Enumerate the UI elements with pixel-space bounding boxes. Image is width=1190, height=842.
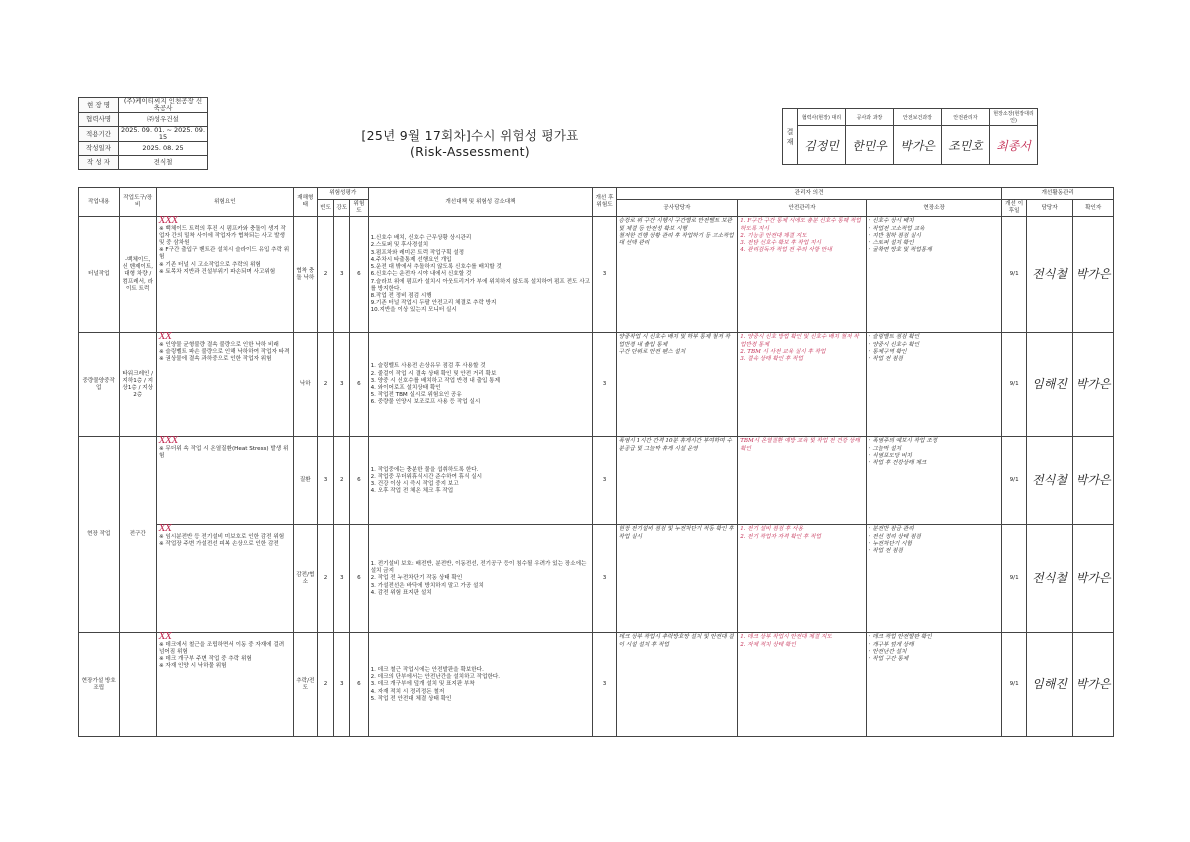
cell-site: · 폭염주의 예보시 작업 조정 · 그늘막 설치 · 식염포도당 비치 · 작업 후 건강상태 체크 — [866, 437, 1002, 525]
col-safety: 안전관리자 — [738, 200, 867, 217]
info-row — [79, 127, 208, 142]
cell-need: 3 — [593, 217, 616, 333]
cell-grade: 6 — [350, 217, 368, 333]
table-row — [79, 525, 1114, 633]
table-row — [79, 437, 1114, 525]
cell-type: 추락/전도 — [293, 633, 317, 737]
col-need: 개선 후 위험도 — [593, 188, 616, 217]
col-freq: 빈도 — [317, 200, 333, 217]
cell-site: · 신호수 상시 배치 · 작업전 고소작업 교육 · 지반 침하 점검 실시 · 스토퍼 설치 확인 · 굴착면 방호 및 작업통제 — [866, 217, 1002, 333]
table-row — [79, 217, 1114, 333]
approval-signature: 김정민 — [798, 126, 846, 165]
factor-text: ※ 인양물 균형불량 결속 불량으로 인한 낙하 비래 ※ 슬링벨트 파손 불량으로 인해 낙하하여 작업자 타격 ※ 권상물에 결속 과하중으로 인한 작업자 위험 — [158, 341, 290, 363]
factor-text: ※ 무더위 속 작업 시 온열질환(Heat Stress) 발생 위험 — [158, 445, 289, 459]
cell-supervisor: 데크 상부 작업시 추락방호망 설치 및 안전대 걸이 시설 설치 후 작업 — [616, 633, 738, 737]
cell-type: 낙하 — [293, 333, 317, 437]
approval-signature: 박가은 — [894, 126, 942, 165]
factor-text: ※ 데크에서 철근을 조립하면서 이동 중 자재에 걸려 넘어짐 위험 ※ 데크 개구부 주변 작업 중 추락 위험 ※ 자재 인양 시 낙하물 위험 — [158, 641, 285, 670]
col-work: 작업내용 — [79, 188, 120, 217]
approval-label: 결 재 — [783, 109, 798, 165]
title-main: [25년 9월 17회차]수시 위험성 평가표 — [361, 128, 579, 143]
cell-confirm: 박가은 — [1073, 525, 1114, 633]
col-tool: 작업도구/장비 — [119, 188, 156, 217]
col-site: 현장소장 — [866, 200, 1002, 217]
cell-confirm: 박가은 — [1073, 437, 1114, 525]
cell-safety: 1. 양중시 신호 방법 확인 및 신호수 배치 철저 작업반경 통제 2. TBM 시 사전 교육 실시 후 작업 3. 결속 상태 확인 후 작업 — [738, 333, 867, 437]
col-factor: 위험요인 — [156, 188, 293, 217]
cell-measures: 1. 슬링벨트 사용전 손상유무 점검 후 사용할 것 2. 줄걸이 작업 시 결속 상태 확인 및 안전 거리 확보 3. 양중 시 신호수를 배치하고 작업 반경 내 출입 통제 4. 와이어로프 설치상태 확인 5. 작업전 TBM 실시로 위험요인 공유 6. 중량물 인양시 보조로프 사용 등 작업 실시 — [368, 333, 593, 437]
cell-freq: 3 — [317, 437, 333, 525]
project-info-table — [78, 97, 208, 170]
cell-safety: TBM시 온열질환 예방 교육 및 작업 전 건강 상태 확인 — [738, 437, 867, 525]
factor-text: ※ 백체이드 트럭의 후진 시 펌프카와 충돌이 생겨 작업자 간의 밀착 사이에 작업자가 협착되는 사고 발생 및 중 삼차원 ※ F구간 출입구 벤트관 설치시 슬라이드 유입 추락 위험 ※ 기존 터널 시 고소작업으로 추락의 위험 ※ 토목차 지반과 건설부위기 파손되며 사고위험 — [158, 225, 290, 275]
cell-factor — [156, 525, 293, 633]
risk-mark: XXX — [158, 216, 179, 227]
cell-safety: 1. F구간 구간 통제 시에도 충분 신호수 통해 작업하도록 지시 2. 기능공 안전대 체결 지도 3. 전담 신호수 확보 후 작업 지시 4. 관리감독자 작업 전 주의 사항 안내 — [738, 217, 867, 333]
col-measures: 개선대책 및 위험성 감소대책 — [368, 188, 593, 217]
cell-freq: 2 — [317, 217, 333, 333]
cell-confirm: 박가은 — [1073, 633, 1114, 737]
col-grade: 위험도 — [350, 200, 368, 217]
cell-safety: 1. 전기 설비 점검 후 사용 2. 전기 작업자 자격 확인 후 작업 — [738, 525, 867, 633]
cell-safety: 1. 데크 상부 작업시 안전대 체결 지도 2. 자재 적치 상태 확인 — [738, 633, 867, 737]
title-sub: (Risk-Assessment) — [410, 144, 530, 159]
cell-factor — [156, 333, 293, 437]
approval-header: 현장소장(현장대리인) — [990, 109, 1038, 126]
cell-site: · 데크 작업 안전발판 확인 · 개구부 덮개 상태 · 안전난간 설치 · 작업 구간 통제 — [866, 633, 1002, 737]
info-key: 협력사명 — [79, 113, 119, 127]
cell-freq: 2 — [317, 633, 333, 737]
cell-work: 터널작업 — [79, 217, 120, 333]
col-confirm: 확인자 — [1073, 200, 1114, 217]
cell-period: 9/1 — [1002, 333, 1026, 437]
cell-sev: 3 — [334, 525, 350, 633]
info-row — [79, 156, 208, 170]
col-checker: 담당자 — [1026, 200, 1073, 217]
cell-need: 3 — [593, 633, 616, 737]
col-type: 재해형태 — [293, 188, 317, 217]
cell-sev: 3 — [334, 217, 350, 333]
cell-measures: 1. 작업중에는 충분한 물을 섭취하도록 한다. 2. 작업중 무더위휴식시간 준수하여 휴식 실시 3. 건강 이상 시 즉시 작업 중지 보고 4. 오후 작업 전 체온 체크 후 작업 — [368, 437, 593, 525]
info-key: 적용기간 — [79, 127, 119, 142]
cell-checker: 임해진 — [1026, 333, 1073, 437]
cell-checker: 전식철 — [1026, 437, 1073, 525]
info-key: 현 장 명 — [79, 98, 119, 113]
cell-type: 감전/협소 — [293, 525, 317, 633]
cell-supervisor: 폭염시 1시간 간격 10분 휴게시간 부여하며 수분공급 및 그늘막 휴게 시설 운영 — [616, 437, 738, 525]
cell-period: 9/1 — [1002, 633, 1026, 737]
risk-mark: XX — [158, 332, 172, 343]
cell-period: 9/1 — [1002, 525, 1026, 633]
cell-confirm: 박가은 — [1073, 217, 1114, 333]
cell-type: 질환 — [293, 437, 317, 525]
info-value: 2025. 09. 01. ~ 2025. 09. 15 — [119, 127, 208, 142]
cell-type: 협착 충돌 낙하 — [293, 217, 317, 333]
info-row — [79, 98, 208, 113]
cell-checker: 전식철 — [1026, 217, 1073, 333]
cell-work: 현장 작업 — [79, 437, 120, 633]
risk-mark: XXX — [158, 436, 179, 447]
cell-need: 3 — [593, 437, 616, 525]
table-row — [79, 633, 1114, 737]
info-value: 전식철 — [119, 156, 208, 170]
info-key: 작 성 자 — [79, 156, 119, 170]
risk-assessment-table — [78, 187, 1114, 737]
cell-grade: 6 — [350, 525, 368, 633]
cell-site: · 슬링벨트 점검 확인 · 양중시 신호수 확인 · 통제구역 확인 · 작업 전 점검 — [866, 333, 1002, 437]
cell-measures: 1.신호수 배치, 신호수 근무상황 상시관리 2.스토퍼 및 후사경설치 3.펌프차와 레미콘 트럭 작업구획 설정 4.주차시 타출통제 선행요인 개입 5.운전 대 밖에서 추돌하지 않도록 신호수를 배치할 것 6.신호수는 운전자 시야 내에서 신호할 것 7.슬라브 위에 펌프카 설치시 아웃트리거가 부에 위치하지 않도록 설치하여 펌프 전도 사고를 방지한다. 8.작업 전 정비 점검 시행 9.기존 터널 작업시 두팔 안전고리 체결로 추락 방지 10.지반을 이상 있는지 모니터 실시 — [368, 217, 593, 333]
cell-sev: 2 — [334, 437, 350, 525]
cell-grade: 6 — [350, 633, 368, 737]
cell-factor — [156, 217, 293, 333]
cell-checker: 임해진 — [1026, 633, 1073, 737]
cell-freq: 2 — [317, 333, 333, 437]
col-opinion-group: 관리자 의견 — [616, 188, 1002, 200]
risk-mark: XX — [158, 632, 172, 643]
cell-grade: 6 — [350, 333, 368, 437]
cell-work: 중량물양중작업 — [79, 333, 120, 437]
cell-freq: 2 — [317, 525, 333, 633]
cell-supervisor: 현장 전기설비 점검 및 누전차단기 작동 확인 후 작업 실시 — [616, 525, 738, 633]
cell-supervisor: 양중작업 시 신호수 배치 및 하부 통제 철저 작업반경 내 출입 통제 구간 단위로 안전 펜스 설치 — [616, 333, 738, 437]
factor-text: ※ 임시분전반 등 전기설비 미보호로 인한 감전 위험 ※ 작업장 주변 가설전선 피복 손상으로 인한 감전 — [158, 533, 285, 547]
info-row — [79, 113, 208, 127]
approval-header: 공사과 과장 — [846, 109, 894, 126]
approval-signature: 한민우 — [846, 126, 894, 165]
cell-sev: 3 — [334, 333, 350, 437]
info-key: 작성일자 — [79, 142, 119, 156]
cell-supervisor: 승강로 위 구간 시행시 구간별로 안전벨트 보관 및 체결 등 안전성 확보 시행 철저한 진행 상황 관리 후 작업하기 등 고소작업대 선택 관리 — [616, 217, 738, 333]
table-header-row — [79, 188, 1114, 200]
approval-signature: 최종서 — [990, 126, 1038, 165]
cell-tool: -백체이드, 신 벤제이트, 대형 차량 / 컴프레서, 라이트 트럭 — [119, 217, 156, 333]
cell-tool: 타워크레인 / 지하1층 / 지상1층 / 지상2층 — [119, 333, 156, 437]
approval-signature: 조민호 — [942, 126, 990, 165]
cell-grade: 6 — [350, 437, 368, 525]
cell-sev: 3 — [334, 633, 350, 737]
cell-checker: 전식철 — [1026, 525, 1073, 633]
cell-work: 현장가설 방호조립 — [79, 633, 120, 737]
approval-header: 안전관리자 — [942, 109, 990, 126]
cell-period: 9/1 — [1002, 217, 1026, 333]
approval-header: 안전보건과장 — [894, 109, 942, 126]
info-row — [79, 142, 208, 156]
approval-header: 협력사(현장) 대리 — [798, 109, 846, 126]
cell-site: · 분전반 잠금 관리 · 전선 정리 상태 점검 · 누전차단기 시험 · 작업 전 점검 — [866, 525, 1002, 633]
col-check-group: 개선활동관리 — [1002, 188, 1114, 200]
cell-measures: 1. 데크 철근 작업시에는 안전발판을 확보한다. 2. 데크의 단부에서는 안전난간을 설치하고 작업한다. 3. 데크 개구부에 덮개 설치 및 표지판 부착 4. 자재 적치 시 정리정돈 철저 5. 작업 전 안전대 체결 상태 확인 — [368, 633, 593, 737]
cell-factor — [156, 437, 293, 525]
cell-tool — [119, 633, 156, 737]
approval-box — [782, 108, 1038, 165]
document-title — [330, 128, 610, 160]
col-period: 개선 이후일 — [1002, 200, 1026, 217]
col-supervisor: 공사담당자 — [616, 200, 738, 217]
cell-need: 3 — [593, 525, 616, 633]
risk-mark: XX — [158, 524, 172, 535]
cell-need: 3 — [593, 333, 616, 437]
cell-measures: 1. 전기설비 보호: 배전반, 분전반, 이동전선, 전기공구 등이 침수될 우려가 있는 장소에는 설치 금지 2. 작업 전 누전차단기 작동 상태 확인 3. 가설전선은 바닥에 방치하지 말고 가공 설치 4. 감전 위험 표지판 설치 — [368, 525, 593, 633]
cell-tool: 전구간 — [119, 437, 156, 633]
col-risk-group: 위험성평가 — [317, 188, 368, 200]
cell-factor — [156, 633, 293, 737]
col-sev: 강도 — [334, 200, 350, 217]
cell-confirm: 박가은 — [1073, 333, 1114, 437]
info-value: (주)케이티씨지 인천공장 신축공사 — [119, 98, 208, 113]
cell-period: 9/1 — [1002, 437, 1026, 525]
info-value: 2025. 08. 25 — [119, 142, 208, 156]
info-value: ㈜성우건설 — [119, 113, 208, 127]
table-row — [79, 333, 1114, 437]
